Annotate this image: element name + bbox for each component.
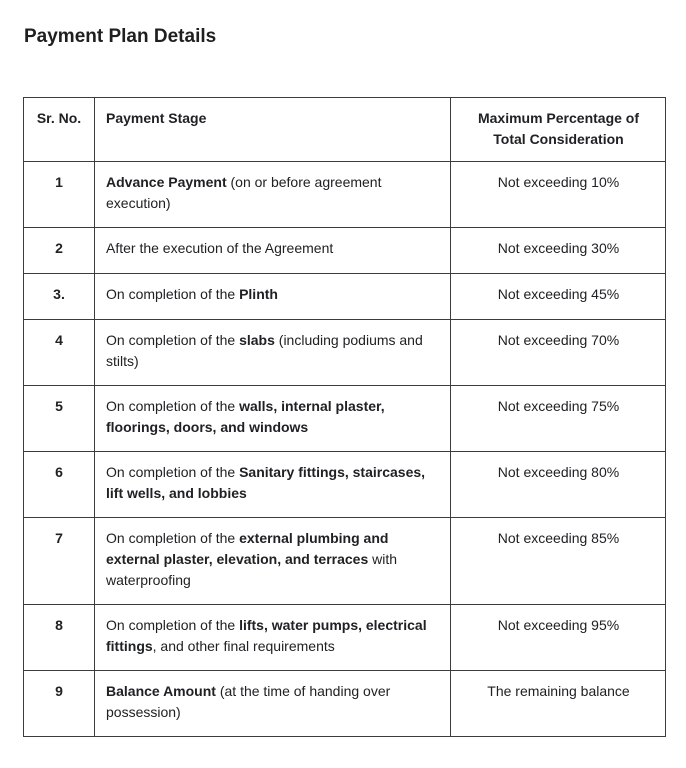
stage-text: On completion of the bbox=[106, 464, 240, 480]
table-row bbox=[24, 162, 666, 228]
cell-payment-stage bbox=[95, 386, 451, 452]
cell-payment-stage bbox=[95, 162, 451, 228]
stage-text: (on or before agreement execution) bbox=[106, 174, 382, 211]
cell-payment-stage bbox=[95, 228, 451, 274]
page-title: Payment Plan Details bbox=[24, 26, 217, 47]
cell-max-percentage: Not exceeding 80% bbox=[451, 452, 666, 518]
cell-payment-stage bbox=[95, 452, 451, 518]
cell-payment-stage bbox=[95, 671, 451, 737]
table-row bbox=[24, 320, 666, 386]
cell-max-percentage: The remaining balance bbox=[451, 671, 666, 737]
table-row bbox=[24, 671, 666, 737]
cell-payment-stage bbox=[95, 274, 451, 320]
stage-text: On completion of the bbox=[106, 332, 240, 348]
cell-payment-stage bbox=[95, 320, 451, 386]
stage-text: On completion of the bbox=[106, 530, 240, 546]
stage-text-bold: slabs bbox=[239, 332, 275, 348]
cell-sr-no: 5 bbox=[24, 386, 95, 452]
cell-max-percentage: Not exceeding 45% bbox=[451, 274, 666, 320]
cell-max-percentage: Not exceeding 30% bbox=[451, 228, 666, 274]
cell-sr-no: 6 bbox=[24, 452, 95, 518]
payment-plan-table bbox=[23, 97, 666, 737]
cell-sr-no: 9 bbox=[24, 671, 95, 737]
stage-text: (at the time of handing over possession) bbox=[106, 683, 391, 720]
cell-payment-stage bbox=[95, 518, 451, 605]
stage-text: On completion of the bbox=[106, 617, 240, 633]
stage-text-bold: Advance Payment bbox=[106, 174, 227, 190]
stage-text-bold: Balance Amount bbox=[106, 683, 216, 699]
stage-text: After the execution of the Agreement bbox=[106, 240, 334, 256]
table-row bbox=[24, 228, 666, 274]
cell-payment-stage bbox=[95, 605, 451, 671]
stage-text-bold: walls, internal plaster, floorings, doors, and windows bbox=[106, 398, 385, 435]
cell-sr-no: 7 bbox=[24, 518, 95, 605]
header-max-percentage: Maximum Percentage of Total Consideration bbox=[451, 98, 666, 162]
cell-max-percentage: Not exceeding 70% bbox=[451, 320, 666, 386]
cell-sr-no: 3. bbox=[24, 274, 95, 320]
cell-sr-no: 4 bbox=[24, 320, 95, 386]
table-row bbox=[24, 452, 666, 518]
table-row bbox=[24, 274, 666, 320]
cell-max-percentage: Not exceeding 10% bbox=[451, 162, 666, 228]
stage-text: (including podiums and stilts) bbox=[106, 332, 423, 369]
table-row bbox=[24, 518, 666, 605]
table-row bbox=[24, 605, 666, 671]
stage-text-bold: Plinth bbox=[239, 286, 278, 302]
stage-text-bold: lifts, water pumps, electrical fittings bbox=[106, 617, 427, 654]
cell-sr-no: 8 bbox=[24, 605, 95, 671]
table-header-row bbox=[24, 98, 666, 162]
cell-sr-no: 2 bbox=[24, 228, 95, 274]
cell-max-percentage: Not exceeding 95% bbox=[451, 605, 666, 671]
stage-text: , and other final requirements bbox=[152, 638, 335, 654]
stage-text: with waterproofing bbox=[106, 551, 398, 588]
cell-max-percentage: Not exceeding 85% bbox=[451, 518, 666, 605]
stage-text: On completion of the bbox=[106, 398, 240, 414]
header-sr-no: Sr. No. bbox=[24, 98, 95, 162]
cell-sr-no: 1 bbox=[24, 162, 95, 228]
cell-max-percentage: Not exceeding 75% bbox=[451, 386, 666, 452]
stage-text: On completion of the bbox=[106, 286, 240, 302]
header-payment-stage: Payment Stage bbox=[95, 98, 451, 162]
table-row bbox=[24, 386, 666, 452]
stage-text-bold: Sanitary fittings, staircases, lift wells, and lobbies bbox=[106, 464, 426, 501]
stage-text-bold: external plumbing and external plaster, elevation, and terraces bbox=[106, 530, 389, 567]
